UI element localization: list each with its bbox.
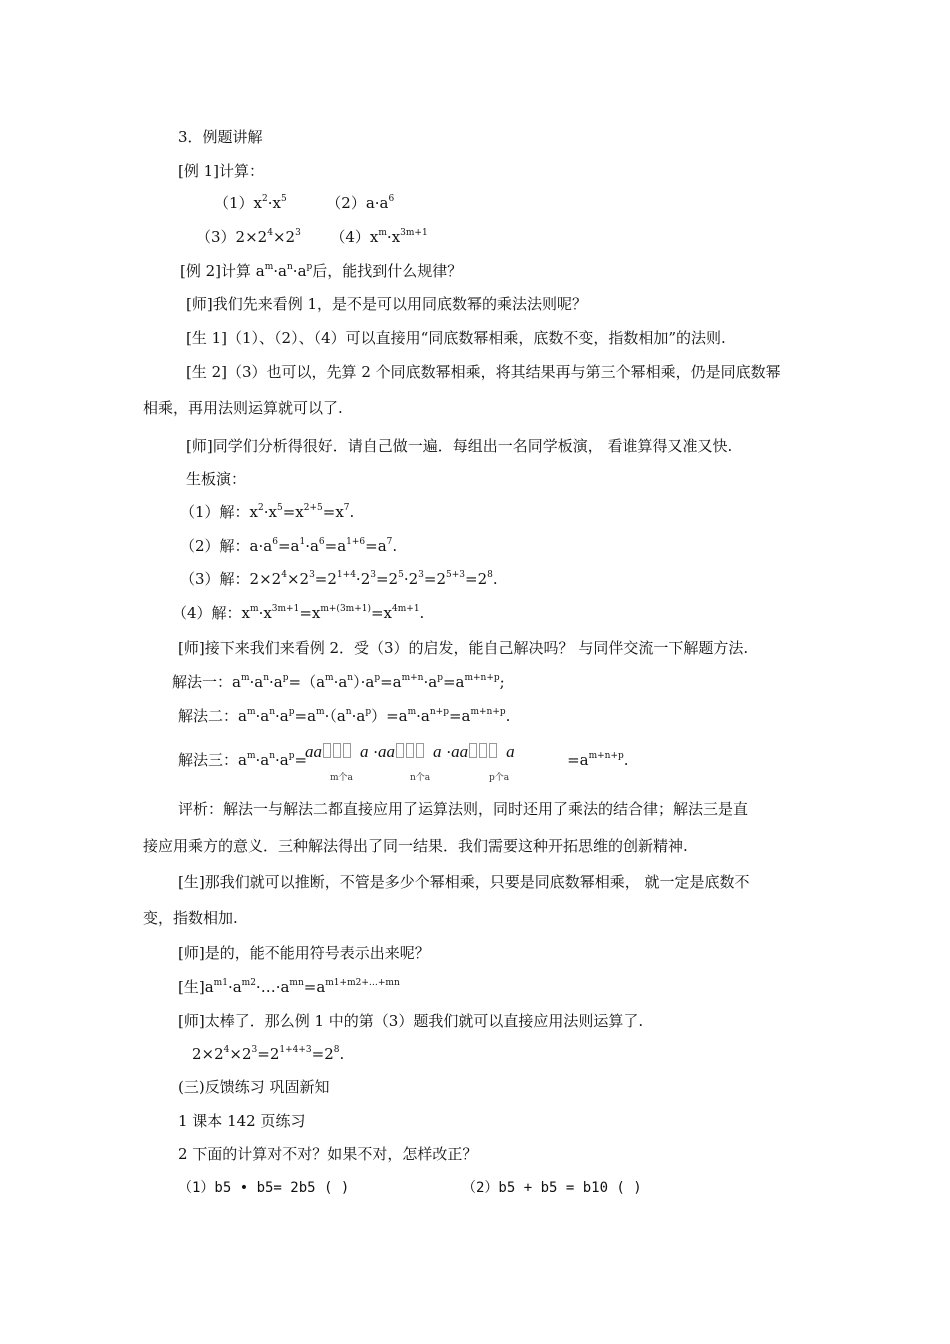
direct-calculation: $2\times 2^4\times 2^3=2^{1+4+3}=2^8$. bbox=[192, 1045, 345, 1063]
method-2: 解法二：$a^m\cdot a^n\cdot a^p=a^m\cdot(a^n\cdot a^p)=a^m\cdot a^{n+p}=a^{m+n+p}$. bbox=[178, 707, 511, 725]
student-formula: [生]$a^{m1}\cdot a^{m2}\cdot\dots\cdot a^{mn}=a^{m1+m2+\dots+mn}$ bbox=[178, 978, 400, 996]
review-line-b: 接应用乘方的意义．三种解法得出了同一结果．我们需要这种开拓思维的创新精神. bbox=[143, 837, 688, 855]
teacher-line-3: [师]接下来我们来看例 2．受（3）的启发，能自己解决吗？ 与同伴交流一下解题方法. bbox=[178, 639, 749, 657]
brace-label-m: m个a bbox=[330, 773, 353, 783]
method-1: 解法一：$a^m\cdot a^n\cdot a^p=(a^m\cdot a^n)\cdot a^p=a^{m+n}\cdot a^p=a^{m+n+p}$; bbox=[172, 673, 505, 691]
label: （2） bbox=[326, 194, 366, 212]
teacher-line-5: [师]太棒了．那么例 1 中的第（3）题我们就可以直接应用法则运算了. bbox=[178, 1012, 644, 1030]
solution-4: （4）解：$x^m\cdot x^{3m+1}=x^{m+(3m+1)}=x^{4m+1}$. bbox=[172, 604, 425, 622]
brace-label-n: n个a bbox=[410, 773, 431, 783]
label: （3） bbox=[196, 228, 236, 246]
solution-1: （1）解：$x^2\cdot x^5=x^{2+5}=x^7$. bbox=[180, 503, 355, 521]
label: （1） bbox=[214, 194, 254, 212]
section-3-heading: (三)反馈练习 巩固新知 bbox=[178, 1078, 330, 1096]
method-3-product: aa a ·aa a ·aa a bbox=[305, 742, 515, 761]
student-line-3b: 变，指数相加. bbox=[143, 909, 238, 927]
question-2: （2）b5 + b5 = b10 ( ) bbox=[462, 1180, 642, 1196]
teacher-line-4: [师]是的，能不能用符号表示出来呢？ bbox=[178, 944, 430, 962]
practice-2: 2 下面的计算对不对？如果不对，怎样改正？ bbox=[178, 1145, 478, 1163]
brace-label-p: p个a bbox=[489, 773, 510, 783]
student-2-line-a: [生 2]（3）也可以，先算 2 个同底数幂相乘，将其结果再与第三个幂相乘，仍是同底数幂 bbox=[186, 363, 781, 381]
teacher-line-2: [师]同学们分析得很好．请自己做一遍．每组出一名同学板演， 看谁算得又准又快. bbox=[186, 437, 733, 455]
board-label: 生板演： bbox=[186, 470, 247, 488]
student-line-3a: [生]那我们就可以推断，不管是多少个幂相乘，只要是同底数幂相乘， 就一定是底数不 bbox=[178, 873, 750, 891]
example-1-title: [例 1]计算： bbox=[178, 162, 265, 180]
question-1: （1）b5 • b5= 2b5 ( ) bbox=[178, 1180, 350, 1196]
example-2-title: [例 2]计算 $a^m\cdot a^n\cdot a^p$后，能找到什么规律？ bbox=[180, 262, 463, 280]
method-3: 解法三：$a^m\cdot a^n\cdot a^p= =a^{m+n+p}$. bbox=[178, 751, 629, 769]
solution-3: （3）解：$2\times 2^4\times 2^3=2^{1+4}\cdot 2^3=2^5\cdot 2^3=2^{5+3}=2^8$. bbox=[180, 570, 498, 588]
teacher-line-1: [师]我们先来看例 1，是不是可以用同底数幂的乘法法则呢？ bbox=[186, 295, 588, 313]
example-1-problems-row1: $(1)x^2\cdot x^5$ $(2)a\cdot a^6$ bbox=[214, 194, 395, 212]
example-1-problems-row2: $(3)2\times 2^4\times 2^3$ $(4)x^m\cdot x^{3m+1}$ bbox=[196, 228, 428, 246]
review-line-a: 评析：解法一与解法二都直接应用了运算法则，同时还用了乘法的结合律；解法三是直 bbox=[178, 800, 749, 818]
label: （4） bbox=[330, 228, 370, 246]
practice-1: 1 课本 142 页练习 bbox=[178, 1112, 306, 1130]
student-1-line: [生 1]（1）、（2）、（4）可以直接用“同底数幂相乘，底数不变，指数相加”的法则. bbox=[186, 329, 726, 347]
solution-2: （2）解：$a\cdot a^6=a^1\cdot a^6=a^{1+6}=a^7$. bbox=[180, 537, 398, 555]
section-heading: 3．例题讲解 bbox=[178, 128, 263, 146]
student-2-line-b: 相乘，再用法则运算就可以了. bbox=[143, 399, 343, 417]
